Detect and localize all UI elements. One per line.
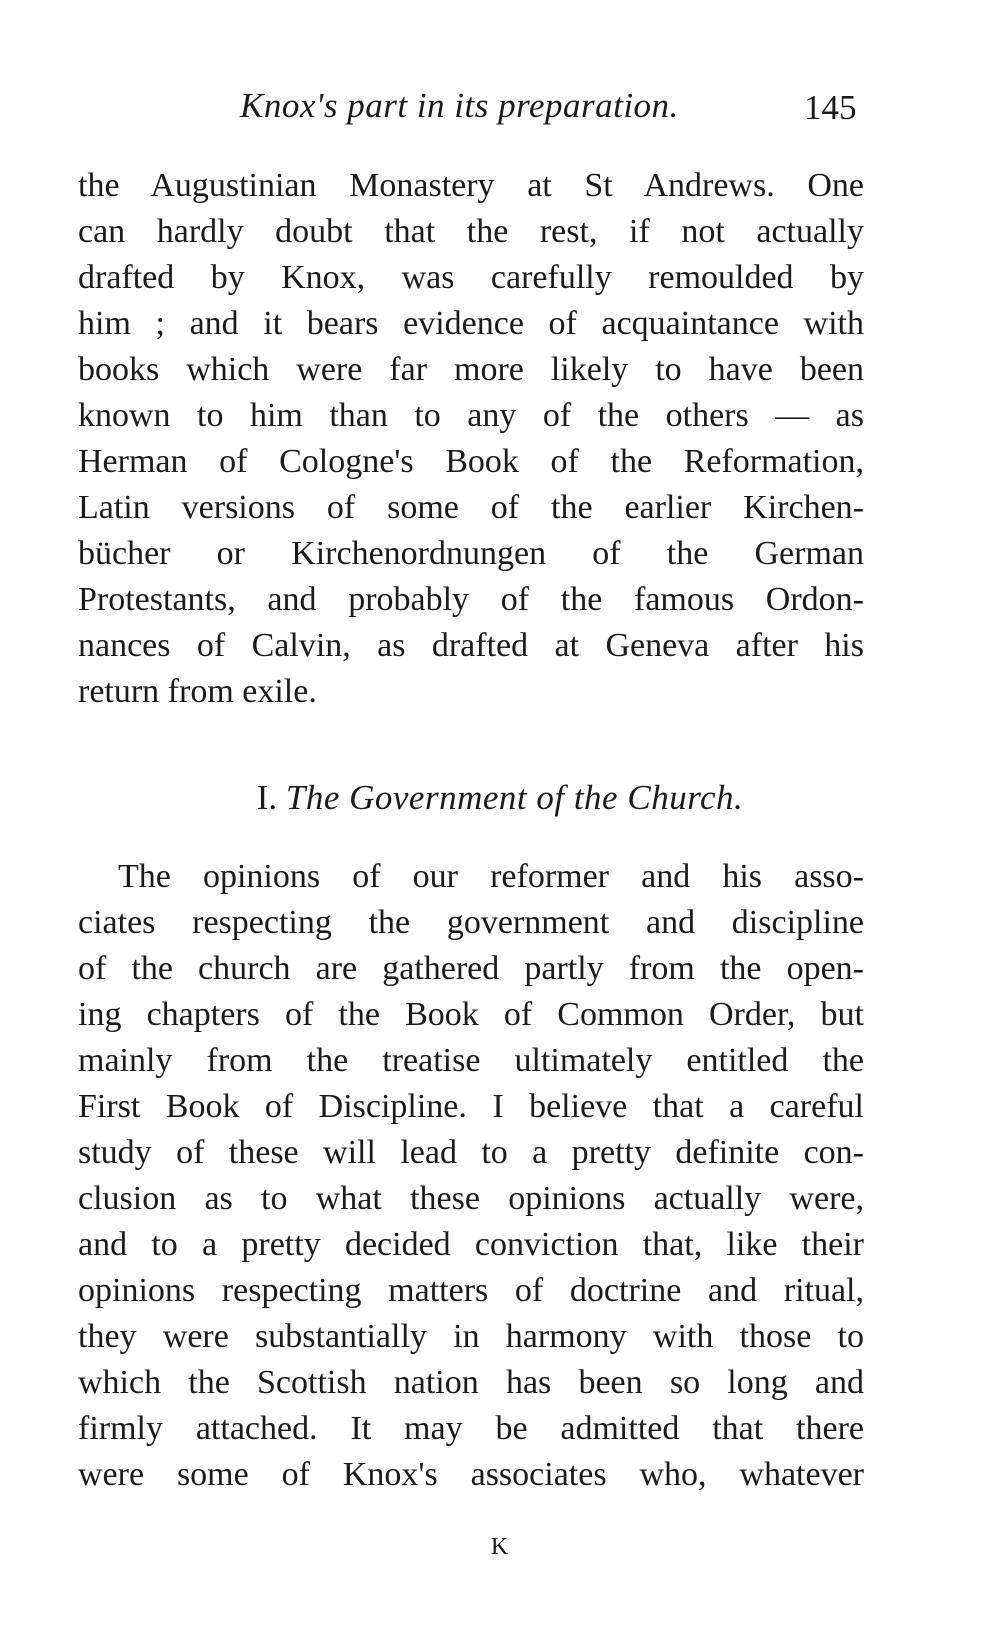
text-line: drafted by Knox, was carefully remoulded by xyxy=(78,259,864,296)
section-heading xyxy=(0,778,1000,818)
section-title: The Government of the Church. xyxy=(285,778,744,817)
paragraph-government xyxy=(78,854,864,1498)
text-line: which the Scottish nation has been so long and xyxy=(78,1364,864,1401)
text-line: mainly from the treatise ultimately entitled the xyxy=(78,1042,864,1079)
text-line: can hardly doubt that the rest, if not actually xyxy=(78,213,864,250)
text-line: they were substantially in harmony with those to xyxy=(78,1318,864,1355)
text-line: him ; and it bears evidence of acquaintance with xyxy=(78,305,864,342)
text-line: opinions respecting matters of doctrine and ritual, xyxy=(78,1272,864,1309)
text-line: the Augustinian Monastery at St Andrews. One xyxy=(78,167,864,204)
text-line: bücher or Kirchenordnungen of the German xyxy=(78,535,864,572)
text-line: of the church are gathered partly from the open- xyxy=(78,950,864,987)
text-line: books which were far more likely to have been xyxy=(78,351,864,388)
text-line: Latin versions of some of the earlier Kirchen- xyxy=(78,489,864,526)
text-line: return from exile. xyxy=(78,673,317,710)
text-line: clusion as to what these opinions actually were, xyxy=(78,1180,864,1217)
text-line: ciates respecting the government and discipline xyxy=(78,904,864,941)
text-line: firmly attached. It may be admitted that there xyxy=(78,1410,864,1447)
running-title: Knox's part in its preparation. xyxy=(240,86,679,125)
text-line: and to a pretty decided conviction that, like their xyxy=(78,1226,864,1263)
section-number: I. xyxy=(256,778,278,817)
running-head xyxy=(0,86,1000,136)
text-line: study of these will lead to a pretty definite con- xyxy=(78,1134,864,1171)
signature-mark: K xyxy=(490,1534,510,1560)
paragraph-continuation xyxy=(78,163,864,715)
text-line: nances of Calvin, as drafted at Geneva after his xyxy=(78,627,864,664)
text-line: ing chapters of the Book of Common Order, but xyxy=(78,996,864,1033)
text-line: known to him than to any of the others — as xyxy=(78,397,864,434)
text-line: The opinions of our reformer and his asso- xyxy=(118,858,864,895)
text-line: First Book of Discipline. I believe that a careful xyxy=(78,1088,864,1125)
text-line: were some of Knox's associates who, whatever xyxy=(78,1456,864,1493)
page-number: 145 xyxy=(804,88,857,127)
text-line: Protestants, and probably of the famous Ordon- xyxy=(78,581,864,618)
text-line: Herman of Cologne's Book of the Reformation, xyxy=(78,443,864,480)
